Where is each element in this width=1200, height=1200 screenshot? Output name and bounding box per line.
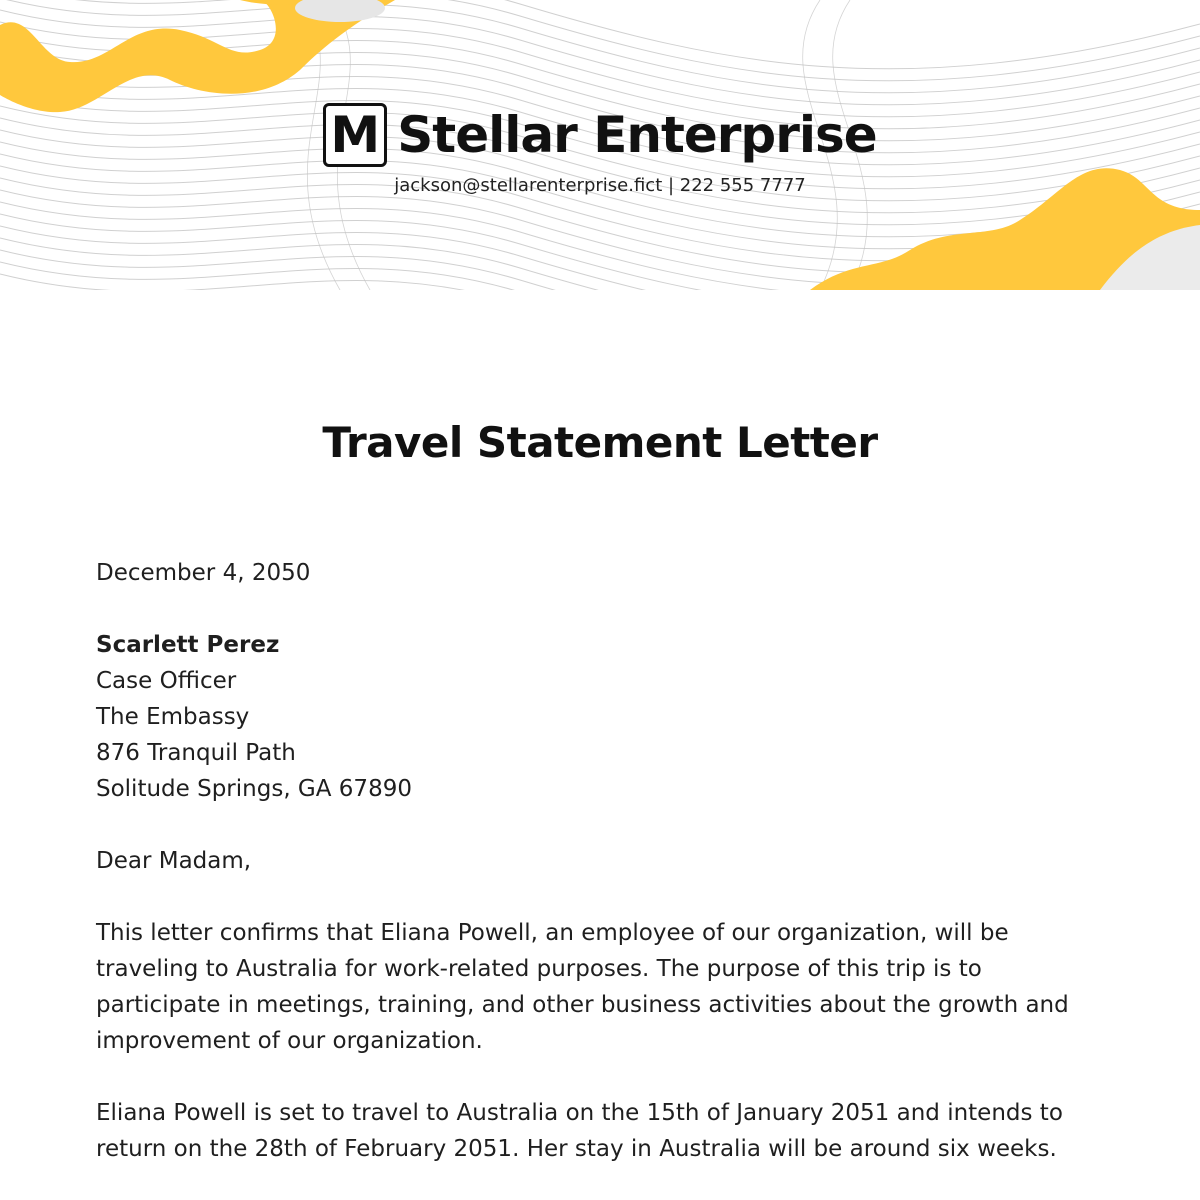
recipient-street: 876 Tranquil Path	[96, 740, 296, 766]
letterhead	[0, 0, 1200, 290]
document-title: Travel Statement Letter	[322, 418, 878, 467]
letter-date: December 4, 2050	[96, 560, 311, 586]
paragraph: This letter confirms that Eliana Powell, an employee of our organization, will be traveling to Australia for work-related purposes. The purpose of this trip is to participate in meetings, training, and other business activities about the growth and improvement of our organization.	[96, 920, 1069, 1054]
paragraph: Eliana Powell is set to travel to Australia on the 15th of January 2051 and intends to return on the 28th of February 2051. Her stay in Australia will be around six weeks.	[96, 1100, 1063, 1162]
recipient-city-line: Solitude Springs, GA 67890	[96, 776, 412, 802]
contact-info: jackson@stellarenterprise.fict | 222 555 7777	[394, 175, 806, 196]
recipient-name: Scarlett Perez	[96, 632, 280, 658]
company-logo	[323, 103, 387, 167]
company-name: Stellar Enterprise	[397, 106, 877, 164]
recipient-role: Case Officer	[96, 668, 237, 694]
salutation: Dear Madam,	[96, 848, 252, 874]
brand	[0, 103, 1200, 167]
recipient-organization: The Embassy	[96, 704, 250, 730]
logo-letter: M	[330, 106, 381, 164]
recipient-block	[96, 627, 1106, 807]
